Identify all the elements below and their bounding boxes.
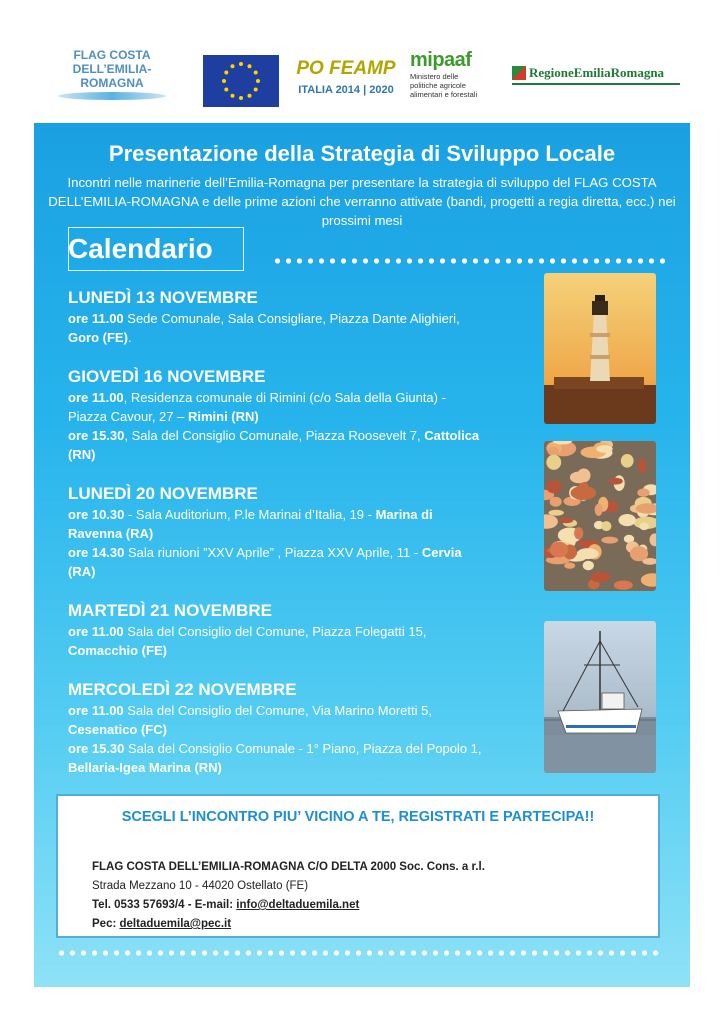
seafood-shape (601, 521, 611, 531)
eu-star (239, 62, 243, 66)
seafood-icon (544, 441, 656, 591)
seafood-shape (639, 523, 649, 531)
session-venue: - Sala Auditorium, P.le Marinai d’Italia, 19 - (124, 507, 376, 522)
contact-phone-email (92, 896, 632, 915)
seafood-shape (619, 514, 636, 526)
pec-link[interactable]: deltaduemila@pec.it (119, 918, 232, 930)
session-time: ore 15.30 (68, 741, 125, 756)
mipaaf-caption-line: politiche agricole (410, 81, 466, 90)
mipaaf-wordmark: mipaaf (410, 49, 472, 71)
session-time: ore 11.00 (68, 390, 124, 405)
intro-text: Incontri nelle marinerie dell’Emilia-Romagna per presentare la strategia di sviluppo del FLAG COSTA DELL’EMILIA-ROMAGNA e delle prime azioni che verranno attivate (bandi, progetti a regia diretta, ecc.) nei prossimi mesi (48, 175, 676, 228)
seafood-shape (550, 542, 569, 558)
eu-star (224, 88, 228, 92)
event-session (68, 388, 488, 426)
eu-star (248, 94, 252, 98)
eu-star (222, 79, 226, 83)
event-session (68, 543, 488, 581)
event-date: MERCOLEDÌ 22 NOVEMBRE (68, 680, 297, 699)
session-time: ore 11.00 (68, 703, 124, 718)
feamp-subtitle: ITALIA 2014 | 2020 (298, 84, 394, 96)
email-link[interactable]: info@deltaduemila.net (236, 899, 360, 911)
seafood-shape (630, 546, 648, 561)
seafood-shape (546, 480, 562, 493)
seafood-shape (596, 445, 612, 453)
session-place: Goro (FE) (68, 330, 128, 345)
mipaaf-caption-line: Ministero delle (410, 72, 459, 81)
page-title: Presentazione della Strategia di Sviluppo Locale (108, 141, 616, 166)
session-venue: Sala del Consiglio del Comune, Piazza Folegatti 15, (123, 624, 427, 639)
contact-box (56, 794, 660, 938)
contact-details (92, 858, 632, 934)
event-session (68, 426, 488, 464)
session-venue: Sala del Consiglio Comunale - 1° Piano, Piazza del Popolo 1, (124, 741, 482, 756)
seafood-shape (637, 489, 649, 497)
event-item (68, 366, 488, 464)
lighthouse-photo (544, 273, 656, 424)
event-session (68, 505, 488, 543)
session-venue: Sala riunioni ”XXV Aprile” , Piazza XXV Aprile, 11 - (124, 545, 422, 560)
eu-star (254, 88, 258, 92)
contact-address: Strada Mezzano 10 - 44020 Ostellato (FE) (92, 880, 309, 892)
seafood-shape (560, 517, 574, 523)
session-place: Rimini (RN) (187, 409, 259, 424)
seafood-shape (638, 459, 646, 473)
bottom-dotted-divider (56, 950, 660, 956)
session-tail: . (127, 330, 132, 345)
seafood-shape (550, 497, 562, 507)
contact-organization: FLAG COSTA DELL’EMILIA-ROMAGNA C/O DELTA 2000 Soc. Cons. a r.l. (92, 861, 485, 873)
session-time: ore 10.30 (68, 507, 125, 522)
eu-star (254, 71, 258, 75)
session-time: ore 14.30 (68, 545, 125, 560)
seafood-shape (574, 527, 583, 539)
session-time: ore 11.00 (68, 624, 124, 639)
session-venue: Sala del Consiglio del Comune, Via Marino Moretti 5, (123, 703, 432, 718)
event-item (68, 600, 488, 660)
seafood-photo (544, 441, 656, 591)
session-time: ore 15.30 (68, 428, 125, 443)
seafood-shape (595, 504, 603, 516)
seafood-shape (601, 537, 618, 544)
wave-icon (58, 92, 166, 100)
event-item (68, 483, 488, 581)
seafood-shape (546, 455, 561, 470)
lighthouse-icon (544, 273, 656, 424)
dotted-divider (272, 258, 668, 264)
event-date: LUNEDÌ 13 NOVEMBRE (68, 288, 258, 307)
eu-star (256, 79, 260, 83)
pec-label: Pec: (92, 918, 120, 930)
flag-logo-line2: DELL’EMILIA-ROMAGNA (72, 62, 152, 90)
eu-stars-icon (203, 55, 279, 107)
logo-header (0, 0, 724, 118)
seafood-shape (590, 572, 610, 583)
feamp-title: PO FEAMP (296, 58, 396, 79)
eu-star (239, 96, 243, 100)
session-venue: , Residenza comunale di Rimini (c/o Sala della Giunta) - Piazza Cavour, 27 – (68, 390, 446, 424)
session-place: Cattolica (RN) (68, 428, 480, 462)
event-session (68, 739, 488, 777)
session-place: Marina di Ravenna (RA) (68, 507, 433, 541)
fishing-boat-photo (544, 621, 656, 773)
seafood-shape (614, 581, 633, 590)
eu-star (231, 64, 235, 68)
regione-mark-icon (512, 66, 526, 80)
event-date: GIOVEDÌ 16 NOVEMBRE (68, 367, 266, 386)
eu-star (224, 71, 228, 75)
seafood-shape (548, 447, 559, 456)
event-item (68, 679, 488, 777)
session-venue: , Sala del Consiglio Comunale, Piazza Roosevelt 7, (124, 428, 425, 443)
eu-star (248, 64, 252, 68)
seafood-shape (583, 561, 594, 570)
seafood-shape (571, 486, 597, 500)
seafood-shape (577, 548, 599, 559)
contact-tel-label: Tel. 0533 57693/4 - E-mail: (92, 899, 237, 911)
session-place: Cervia (RA) (68, 545, 462, 579)
seafood-shape (621, 454, 634, 468)
event-session (68, 309, 488, 347)
session-time: ore 11.00 (68, 311, 124, 326)
po-feamp-logo (290, 58, 402, 98)
eu-flag-logo (203, 55, 279, 107)
flag-logo (52, 48, 172, 100)
seafood-shape (549, 510, 564, 516)
main-panel (34, 123, 690, 987)
seafood-shape (564, 562, 575, 568)
eu-star (231, 94, 235, 98)
fishing-boat-icon (544, 621, 656, 773)
contact-pec (92, 915, 632, 934)
session-place: Cesenatico (FC) (68, 722, 167, 737)
calendar-heading: Calendario (68, 233, 213, 264)
seafood-shape (608, 478, 622, 485)
event-session (68, 622, 488, 660)
mipaaf-logo (410, 50, 510, 99)
regione-underline (512, 83, 680, 85)
session-place: Bellaria-Igea Marina (RN) (68, 760, 222, 775)
cta-headline: SCEGLI L’INCONTRO PIU’ VICINO A TE, REGISTRATI E PARTECIPA!! (121, 809, 595, 825)
event-date: MARTEDÌ 21 NOVEMBRE (68, 601, 273, 620)
regione-wordmark: RegioneEmiliaRomagna (529, 65, 665, 80)
flag-logo-line1: FLAG COSTA (73, 48, 151, 62)
event-item (68, 287, 488, 347)
event-list (68, 287, 488, 796)
mipaaf-caption-line: alimentari e forestali (410, 90, 478, 99)
event-session (68, 701, 488, 739)
session-place: Comacchio (FE) (68, 643, 167, 658)
mipaaf-caption (410, 72, 510, 99)
seafood-shape (570, 472, 587, 484)
session-venue: Sede Comunale, Sala Consigliare, Piazza Dante Alighieri, (123, 311, 460, 326)
regione-logo (512, 64, 680, 84)
event-date: LUNEDÌ 20 NOVEMBRE (68, 484, 258, 503)
